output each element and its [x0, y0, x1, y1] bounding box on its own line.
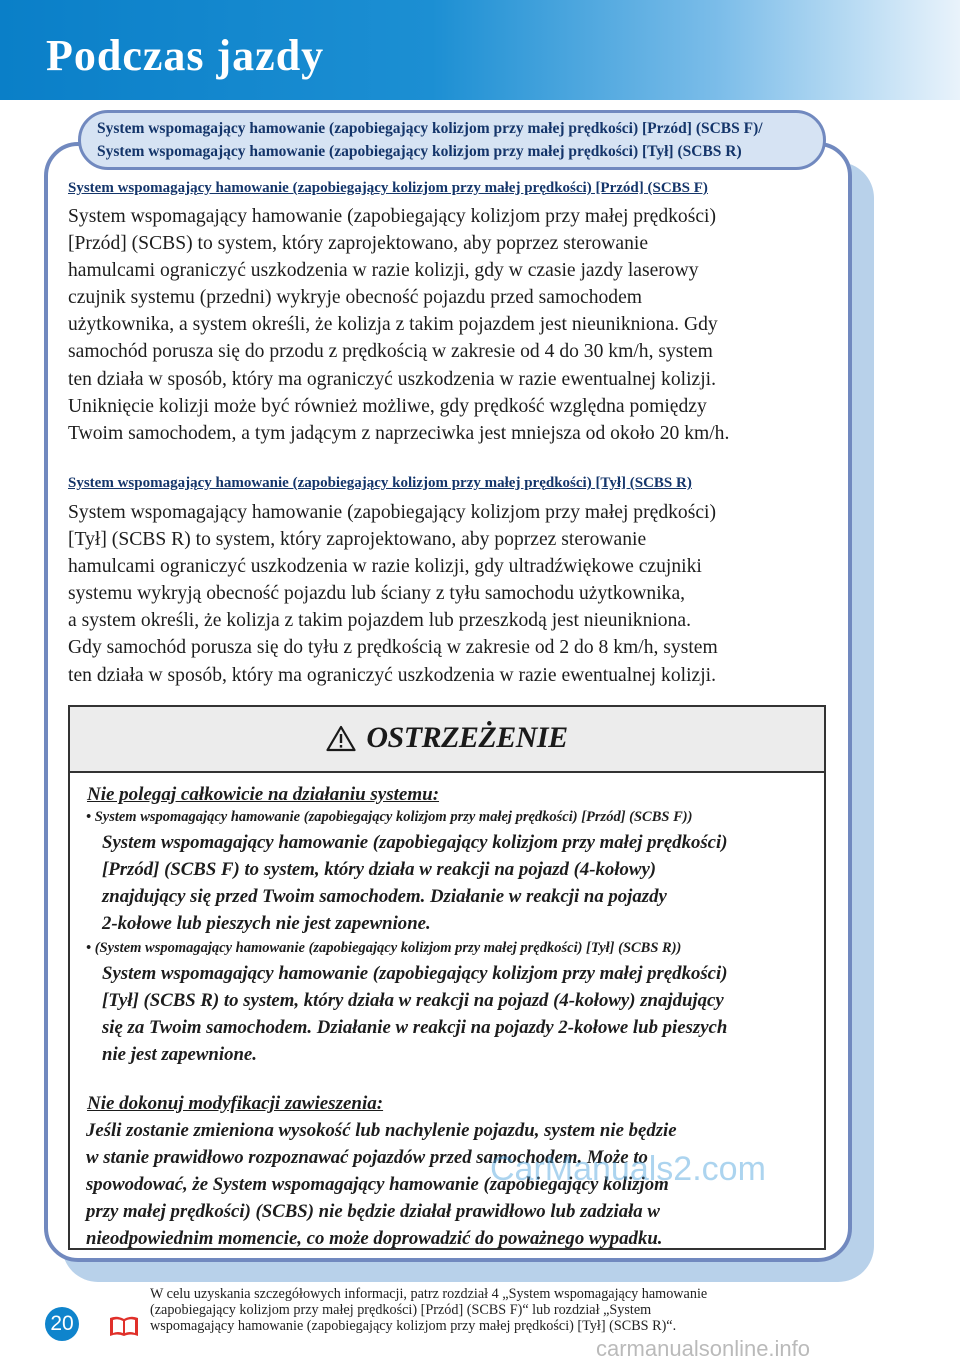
section-body-front: [68, 203, 843, 447]
text-line: ten działa w sposób, który ma ograniczyć uszkodzenia w razie ewentualnej kolizji.: [68, 664, 716, 686]
warning-line: System wspomagający hamowanie (zapobiegający kolizjom przy małej prędkości): [102, 963, 728, 984]
text-line: [Przód] (SCBS) to system, który zaprojektowano, aby poprzez sterowanie: [68, 233, 649, 255]
watermark-site: carmanualsonline.info: [596, 1336, 811, 1361]
tab-line: System wspomagający hamowanie (zapobiegający kolizjom przy małej prędkości) [Tył] (SCBS R): [97, 143, 742, 160]
text-line: System wspomagający hamowanie (zapobiegający kolizjom przy małej prędkości): [68, 206, 717, 227]
note-line: wspomagający hamowanie (zapobiegający kolizjom przy małej prędkości) [Tył] (SCBS R)“.: [150, 1318, 677, 1334]
section-body-rear: [68, 499, 843, 689]
warning-subheading: Nie polegaj całkowicie na działaniu systemu:: [87, 784, 440, 805]
section-tab: [78, 110, 826, 170]
warning-line: System wspomagający hamowanie (zapobiegający kolizjom przy małej prędkości): [102, 832, 728, 853]
text-line: czujnik systemu (przedni) wykryje obecność pojazdu przed samochodem: [68, 287, 643, 309]
text-line: systemu wykryją obecność pojazdu lub ściany z tyłu samochodu użytkownika,: [68, 583, 686, 605]
warning-bullet: • (System wspomagający hamowanie (zapobiegający kolizjom przy małej prędkości) [Tył] (SCBS R)): [86, 940, 682, 956]
warning-header: [70, 707, 824, 773]
warning-line: nieodpowiednim momencie, co może doprowadzić do poważnego wypadku.: [86, 1228, 663, 1249]
page-title: Podczas jazdy: [46, 31, 325, 80]
reference-note: [150, 1286, 860, 1334]
text-line: [Tył] (SCBS R) to system, który zaprojektowano, aby poprzez sterowanie: [68, 529, 647, 551]
warning-line: 2-kołowe lub pieszych nie jest zapewnione.: [102, 913, 431, 934]
tab-line: System wspomagający hamowanie (zapobiegający kolizjom przy małej prędkości) [Przód] (SCBS F)/: [97, 120, 763, 137]
warning-title: OSTRZEŻENIE: [366, 721, 568, 754]
warning-line: [Tył] (SCBS R) to system, który działa w reakcji na pojazd (4-kołowy) znajdujący: [102, 990, 724, 1011]
warning-triangle-icon: [326, 725, 356, 752]
warning-line: Jeśli zostanie zmieniona wysokość lub nachylenie pojazdu, system nie będzie: [86, 1120, 677, 1141]
section-heading-rear: System wspomagający hamowanie (zapobiegający kolizjom przy małej prędkości) [Tył] (SCBS R): [68, 475, 692, 491]
note-line: (zapobiegający kolizjom przy małej prędkości) [Przód] (SCBS F)“ lub rozdział „System: [150, 1302, 652, 1318]
text-line: Twoim samochodem, a tym jadącym z naprzeciwka jest mniejsza od około 20 km/h.: [68, 422, 730, 444]
text-line: a system określi, że kolizja z takim pojazdem lub przeszkodą jest nieunikniona.: [68, 610, 692, 632]
warning-line: w stanie prawidłowo rozpoznawać pojazdów przed samochodem. Może to: [86, 1147, 648, 1168]
text-line: Gdy samochód porusza się do tyłu z prędkością w zakresie od 2 do 8 km/h, system: [68, 637, 718, 659]
warning-subheading: Nie dokonuj modyfikacji zawieszenia:: [87, 1093, 384, 1114]
warning-title-row: [70, 721, 824, 755]
text-line: hamulcami ograniczyć uszkodzenia w razie kolizji, gdy w czasie jazdy laserowy: [68, 260, 699, 282]
warning-line: [Przód] (SCBS F) to system, który działa w reakcji na pojazd (4-kołowy): [102, 859, 657, 880]
page-header: [0, 0, 960, 100]
warning-line: spowodować, że System wspomagający hamowanie (zapobiegający kolizjom: [86, 1174, 669, 1195]
warning-line: znajdujący się przed Twoim samochodem. Działanie w reakcji na pojazdy: [102, 886, 667, 907]
text-line: hamulcami ograniczyć uszkodzenia w razie kolizji, gdy ultradźwiękowe czujniki: [68, 556, 702, 578]
warning-line: przy małej prędkości) (SCBS) nie będzie działał prawidłowo lub zadziała w: [86, 1201, 660, 1222]
section-heading-front: System wspomagający hamowanie (zapobiegający kolizjom przy małej prędkości) [Przód] (SCBS F): [68, 180, 708, 196]
text-line: System wspomagający hamowanie (zapobiegający kolizjom przy małej prędkości): [68, 502, 717, 523]
text-line: samochód porusza się do przodu z prędkością w zakresie od 4 do 30 km/h, system: [68, 341, 713, 363]
page-number: 20: [45, 1307, 79, 1341]
warning-line: nie jest zapewnione.: [102, 1044, 257, 1065]
text-line: użytkownika, a system określi, że kolizja z takim pojazdem jest nieunikniona. Gdy: [68, 314, 718, 336]
warning-bullet: • System wspomagający hamowanie (zapobiegający kolizjom przy małej prędkości) [Przód] (SCBS F)): [86, 809, 693, 825]
watermark-text: CarManuals2.com: [490, 1150, 766, 1188]
note-line: W celu uzyskania szczegółowych informacji, patrz rozdział 4 „System wspomagający hamowanie: [150, 1286, 708, 1302]
text-line: Uniknięcie kolizji może być również możliwe, gdy prędkość względna pomiędzy: [68, 395, 707, 417]
text-line: ten działa w sposób, który ma ograniczyć uszkodzenia w razie ewentualnej kolizji.: [68, 368, 716, 390]
warning-line: się za Twoim samochodem. Działanie w reakcji na pojazdy 2-kołowe lub pieszych: [102, 1017, 728, 1038]
book-icon: [108, 1314, 140, 1338]
